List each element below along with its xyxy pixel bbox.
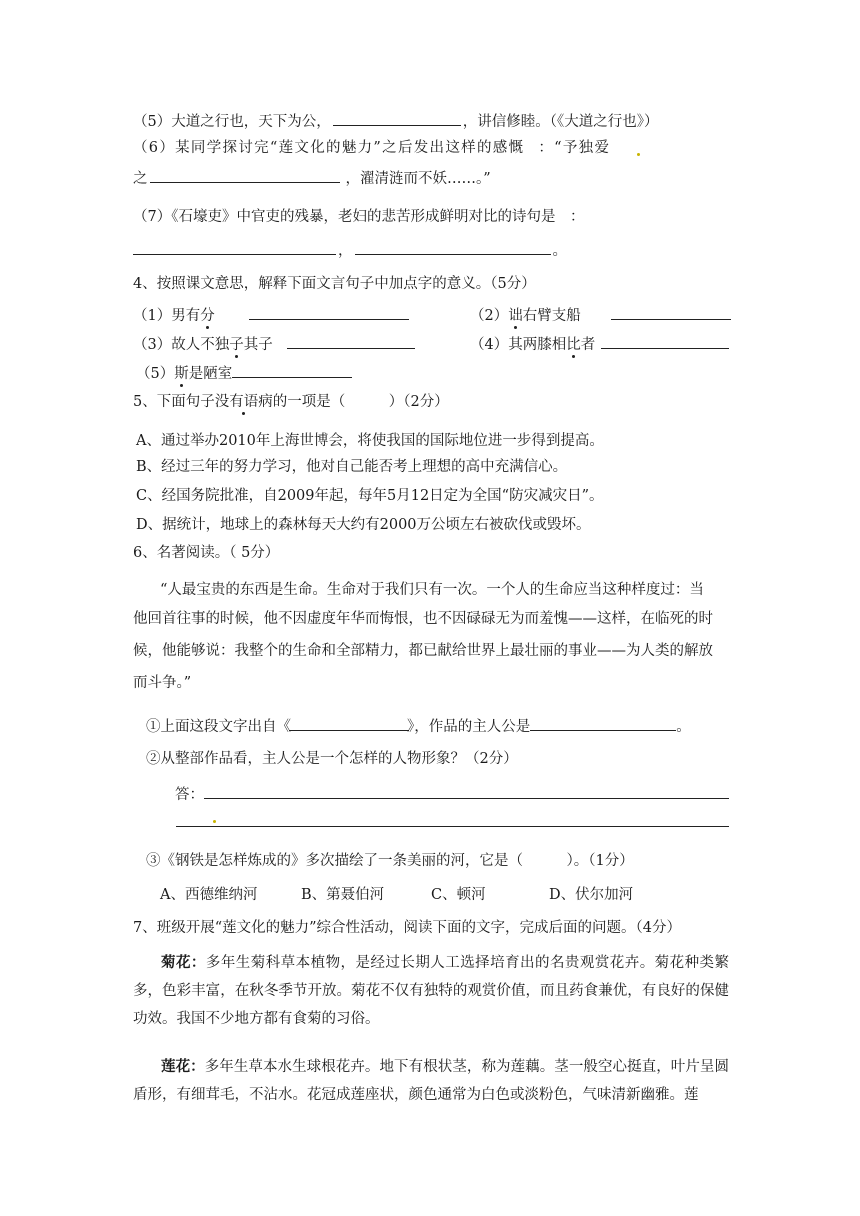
q5-title-dotted: 没有语病: [214, 394, 273, 410]
q4-2-dotted: 诎: [508, 308, 523, 324]
q4-item-4: [470, 334, 731, 355]
q4-4-blank[interactable]: [601, 334, 729, 349]
q4-2-text-b: 右臂支船: [522, 308, 581, 324]
q6-option-b: B、第聂伯河: [301, 887, 385, 903]
q6-quote-3: 候，他能够说：我整个的生命和全部精力，都已献给世界上最壮丽的事业——为人类的解放: [133, 643, 713, 659]
q4-1-dotted: 分: [200, 308, 215, 324]
q7-lotus-text: 多年生草本水生球根花卉。地下有根状茎，称为莲藕。茎一般空心挺直，叶片呈圆盾形，有细茸毛，不沾水。花冠成莲座状，颜色通常为白色或淡粉色，气味清新幽雅。莲: [133, 1059, 730, 1103]
q4-4-text-b: 者: [580, 337, 596, 353]
q4-1-text: （1）男有: [133, 308, 201, 324]
q6-sub-3: ③《钢铁是怎样炼成的》多次描绘了一条美丽的河，它是（ ）。（1分）: [146, 853, 634, 869]
q6-1-text-c: 。: [676, 719, 691, 735]
q3-6-text-d: ，濯清涟而不妖……。”: [345, 171, 491, 187]
q3-7-text: （7）《石壕吏》中官吏的残暴，老妇的悲苦形成鲜明对比的诗句是 ：: [133, 209, 585, 225]
q6-quote-1: “人最宝贵的东西是生命。生命对于我们只有一次。一个人的生命应当这种样度过：当: [160, 582, 704, 598]
q4-item-1: [133, 305, 411, 326]
q3-7-end: 。: [552, 243, 567, 259]
q7-chrysanthemum-label: 菊花：: [161, 954, 206, 971]
q3-5-text-b: ，讲信修睦。（《大道之行也》）: [462, 114, 659, 130]
q7-title: 7、班级开展“莲文化的魅力”综合性活动，阅读下面的文字，完成后面的问题。（4分）: [133, 920, 682, 936]
q6-option-c: C、顿河: [431, 887, 486, 903]
q4-1-blank[interactable]: [249, 305, 409, 320]
q4-title: 4、按照课文意思，解释下面文言句子中加点字的意义。（5分）: [133, 276, 536, 292]
q4-5-text-b: 是陋室: [188, 366, 233, 382]
stray-mark: [637, 153, 640, 156]
q6-quote-2: 他回首往事的时候，他不因虚度年华而悔恨，也不因碌碌无为而羞愧——这样，在临死的时: [133, 611, 713, 627]
q5-title: [133, 392, 449, 412]
q6-sub-1: [146, 716, 691, 737]
stray-mark: [213, 820, 216, 823]
q4-item-2: [470, 305, 733, 326]
q6-title: 6、名著阅读。（ 5分）: [133, 545, 280, 561]
q7-lotus-paragraph: [133, 1053, 729, 1109]
q4-3-blank[interactable]: [287, 334, 415, 349]
q3-5-blank[interactable]: [333, 111, 461, 126]
q3-line-6: [133, 138, 610, 158]
q7-chrysanthemum-text: 多年生菊科草本植物，是经过长期人工选择培育出的名贵观赏花卉。菊花种类繁多，色彩丰富，在秋冬季节开放。菊花不仅有独特的观赏价值，而且药食兼优，有良好的保健功效。我国不少地方都有食菊的习俗。: [133, 955, 730, 1027]
q4-3-dotted: 子: [229, 337, 244, 353]
q5-option-c: C、经国务院批准，自2009年起，每年5月12日定为全国“防灾减灾日”。: [136, 488, 604, 504]
q7-chrysanthemum-paragraph: [133, 949, 729, 1033]
q3-6-blank[interactable]: [150, 168, 340, 183]
q3-6-text-b: ：“予独爱: [538, 140, 611, 156]
q5-option-d: D、据统计，地球上的森林每天大约有2000万公顷左右被砍伐或毁坏。: [136, 517, 591, 533]
q4-3-text-a: （3）故人不独: [133, 337, 230, 353]
q4-4-dotted: 比: [566, 337, 581, 353]
q3-line-7: [133, 207, 584, 227]
q4-2-blank[interactable]: [611, 305, 731, 320]
q6-1-text-b: 》，作品的主人公是: [407, 719, 531, 735]
q4-2-text-a: （2）: [470, 308, 509, 324]
q6-quote-4: 而斗争。”: [133, 675, 192, 691]
q3-6-text-a: （6）某同学探讨完“莲文化的魅力”之后发出这样的感慨: [133, 140, 525, 156]
q4-item-5: [136, 363, 354, 384]
q4-5-blank[interactable]: [232, 363, 352, 378]
q6-answer-line-2[interactable]: [176, 826, 729, 827]
q6-answer-line-1[interactable]: [204, 798, 729, 799]
q4-3-text-b: 其子: [243, 337, 273, 353]
q3-line-5: [133, 111, 658, 132]
q4-5-text-a: （5）: [136, 366, 175, 382]
q6-1-blank-hero[interactable]: [530, 716, 676, 731]
q7-lotus-label: 莲花：: [161, 1058, 205, 1075]
q6-option-a: A、西德维纳河: [160, 887, 258, 903]
q5-title-b: 的一项是（ ）（2分）: [272, 394, 449, 410]
q5-option-a: A、通过举办2010年上海世博会，将使我国的国际地位进一步得到提高。: [136, 433, 604, 449]
q6-sub-2: ②从整部作品看，主人公是一个怎样的人物形象？（2分）: [146, 751, 518, 767]
q5-option-b: B、经过三年的努力学习，他对自己能否考上理想的高中充满信心。: [136, 459, 568, 475]
q6-answer-label: 答：: [175, 787, 204, 803]
q3-line-7-answer: [133, 240, 567, 261]
q3-7-blank-1[interactable]: [133, 240, 336, 255]
q3-6-text-c: 之: [133, 171, 148, 187]
q4-5-dotted: 斯: [174, 366, 189, 382]
q6-1-blank-book[interactable]: [289, 716, 409, 731]
q6-option-d: D、伏尔加河: [549, 887, 634, 903]
q4-4-text-a: （4）其两膝相: [470, 337, 567, 353]
q4-item-3: [133, 334, 417, 355]
q3-5-text-a: （5）大道之行也，天下为公，: [133, 114, 331, 130]
q3-7-comma: ，: [338, 243, 353, 259]
q3-7-blank-2[interactable]: [355, 240, 551, 255]
q6-1-text-a: ①上面这段文字出自《: [146, 719, 291, 735]
q3-line-6-cont: [133, 168, 491, 189]
q5-title-a: 5、下面句子: [133, 394, 215, 410]
